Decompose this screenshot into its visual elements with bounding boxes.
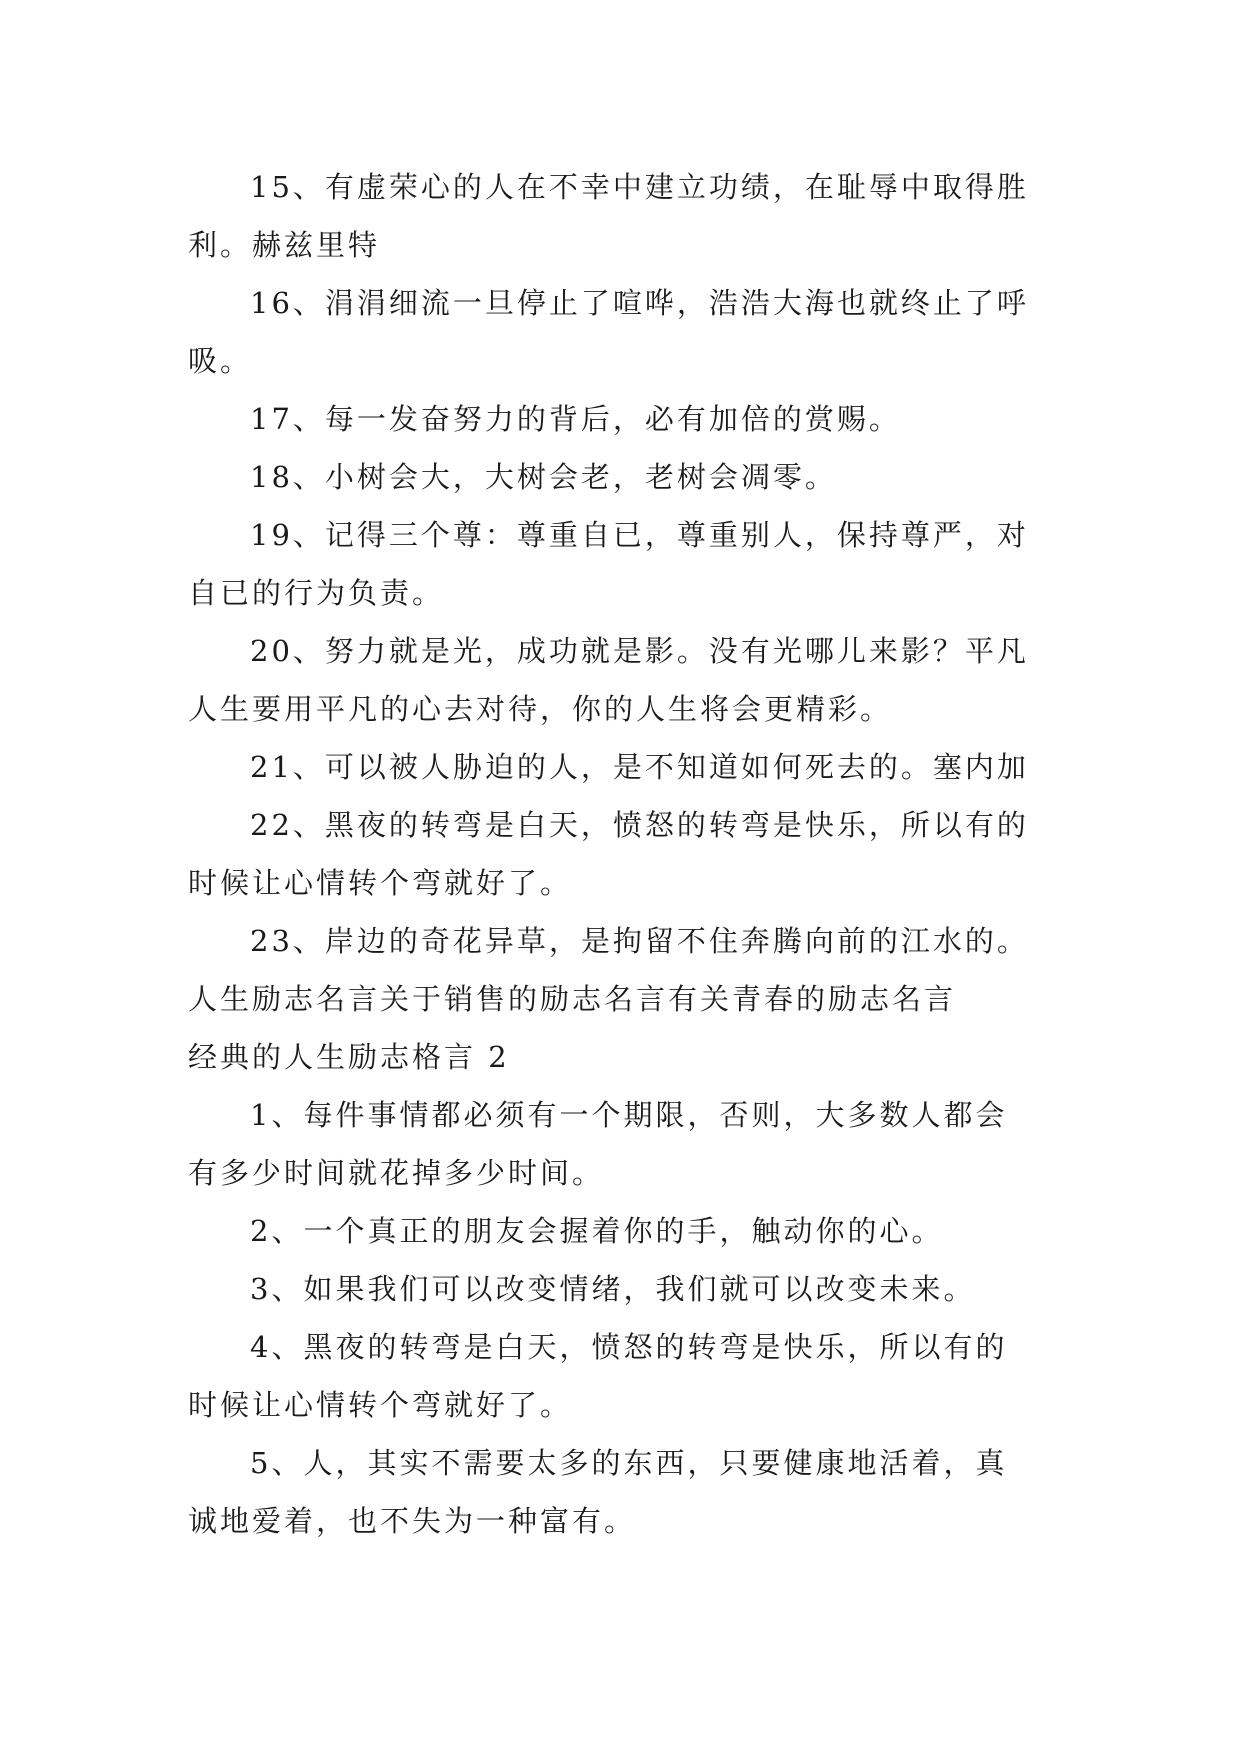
quote-line: 22、黑夜的转弯是白天，愤怒的转弯是快乐，所以有的	[250, 808, 1029, 842]
quote-line: 15、有虚荣心的人在不幸中建立功绩，在耻辱中取得胜	[250, 170, 1029, 204]
quote-line: 有多少时间就花掉多少时间。	[188, 1156, 605, 1190]
quote-line: 3、如果我们可以改变情绪，我们就可以改变未来。	[250, 1272, 976, 1306]
related-links-line: 人生励志名言关于销售的励志名言有关青春的励志名言	[188, 982, 957, 1016]
quote-line: 23、岸边的奇花异草，是拘留不住奔腾向前的江水的。	[250, 924, 1029, 958]
quote-line: 5、人，其实不需要太多的东西，只要健康地活着，真	[250, 1446, 1008, 1480]
quote-line: 1、每件事情都必须有一个期限，否则，大多数人都会	[250, 1098, 1008, 1132]
section-heading: 经典的人生励志格言 2	[188, 1040, 510, 1074]
quote-line: 时候让心情转个弯就好了。	[188, 866, 573, 900]
quote-line: 16、涓涓细流一旦停止了喧哗，浩浩大海也就终止了呼	[250, 286, 1029, 320]
quote-line: 吸。	[188, 344, 253, 378]
quote-line: 2、一个真正的朋友会握着你的手，触动你的心。	[250, 1214, 944, 1248]
document-body	[188, 158, 1058, 1550]
quote-line: 21、可以被人胁迫的人，是不知道如何死去的。塞内加	[250, 750, 1029, 784]
quote-line: 17、每一发奋努力的背后，必有加倍的赏赐。	[250, 402, 901, 436]
quote-line: 19、记得三个尊：尊重自已，尊重别人，保持尊严，对	[250, 518, 1029, 552]
quote-line: 人生要用平凡的心去对待，你的人生将会更精彩。	[188, 692, 893, 726]
quote-line: 20、努力就是光，成功就是影。没有光哪儿来影？平凡	[250, 634, 1029, 668]
quote-line: 诚地爱着，也不失为一种富有。	[188, 1504, 637, 1538]
quote-line: 利。赫兹里特	[188, 228, 381, 262]
quote-line: 时候让心情转个弯就好了。	[188, 1388, 573, 1422]
quote-line: 自已的行为负责。	[188, 576, 445, 610]
quote-line: 18、小树会大，大树会老，老树会凋零。	[250, 460, 837, 494]
quote-line: 4、黑夜的转弯是白天，愤怒的转弯是快乐，所以有的	[250, 1330, 1008, 1364]
